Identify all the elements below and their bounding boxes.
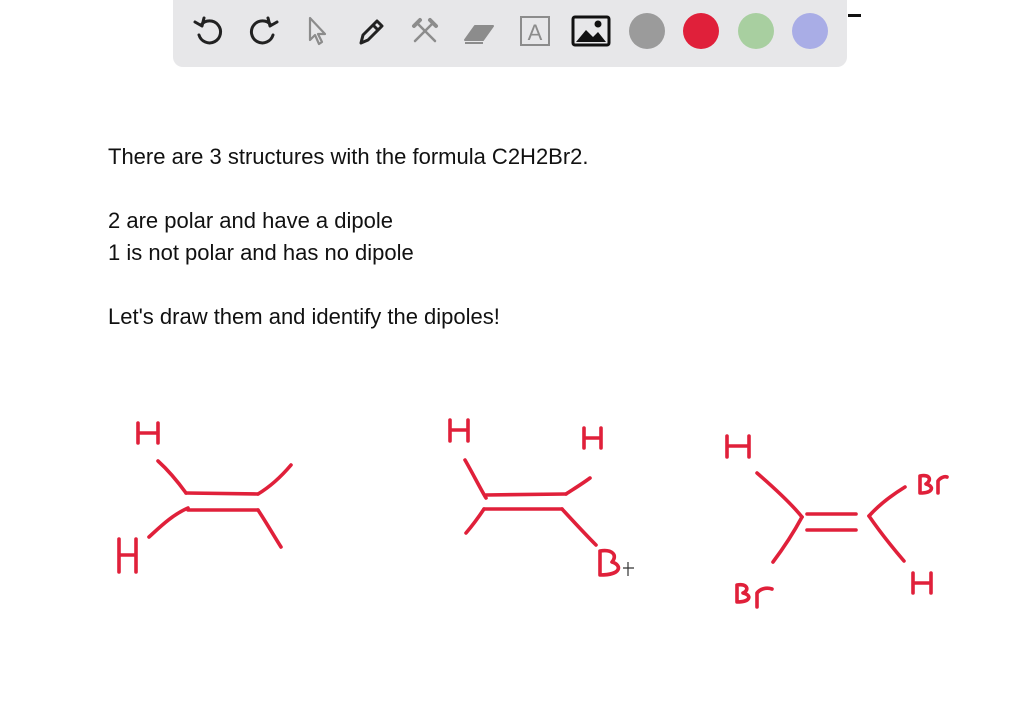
molecule-3-bond bbox=[773, 517, 802, 562]
molecule-3-br-bottom-left bbox=[737, 585, 749, 602]
molecule-1-drawing bbox=[119, 423, 291, 572]
molecule-2-h-top-right bbox=[584, 428, 601, 448]
molecule-2-bond bbox=[466, 509, 484, 533]
molecule-1-double-bond-top bbox=[186, 493, 258, 494]
molecule-2-b-label bbox=[600, 551, 618, 575]
molecule-2-double-bond-top bbox=[486, 494, 566, 495]
molecule-3-bond bbox=[869, 516, 904, 561]
note-line-2: 2 are polar and have a dipole bbox=[108, 208, 393, 233]
molecule-2-bond bbox=[566, 478, 590, 494]
molecule-3-h-top-left bbox=[727, 436, 749, 457]
text-cursor-icon bbox=[623, 562, 634, 576]
molecule-3-br-bottom-left bbox=[757, 588, 772, 607]
note-line-3: 1 is not polar and has no dipole bbox=[108, 240, 414, 265]
molecule-1-h-bottom bbox=[119, 539, 136, 572]
molecule-2-bond bbox=[465, 460, 486, 498]
note-line-1: There are 3 structures with the formula C2H2Br2. bbox=[108, 144, 589, 169]
molecule-1-bond bbox=[158, 461, 186, 493]
molecule-1-bond bbox=[149, 508, 188, 537]
molecule-2-bond bbox=[562, 509, 596, 545]
note-line-4: Let's draw them and identify the dipoles! bbox=[108, 304, 500, 329]
molecule-2-drawing bbox=[450, 420, 634, 576]
molecule-1-h-top bbox=[138, 423, 158, 443]
molecule-1-bond bbox=[258, 510, 281, 547]
molecule-3-h-bottom-right bbox=[913, 573, 931, 593]
molecule-3-drawing bbox=[727, 436, 947, 607]
molecule-3-br-top-right bbox=[938, 477, 947, 493]
molecule-2-h-top-left bbox=[450, 420, 468, 441]
molecule-3-br-top-right bbox=[920, 476, 931, 493]
molecule-3-bond bbox=[869, 487, 905, 516]
molecule-1-bond bbox=[258, 465, 291, 494]
text-box-glyph: A bbox=[527, 20, 543, 45]
molecule-3-bond bbox=[757, 473, 802, 517]
